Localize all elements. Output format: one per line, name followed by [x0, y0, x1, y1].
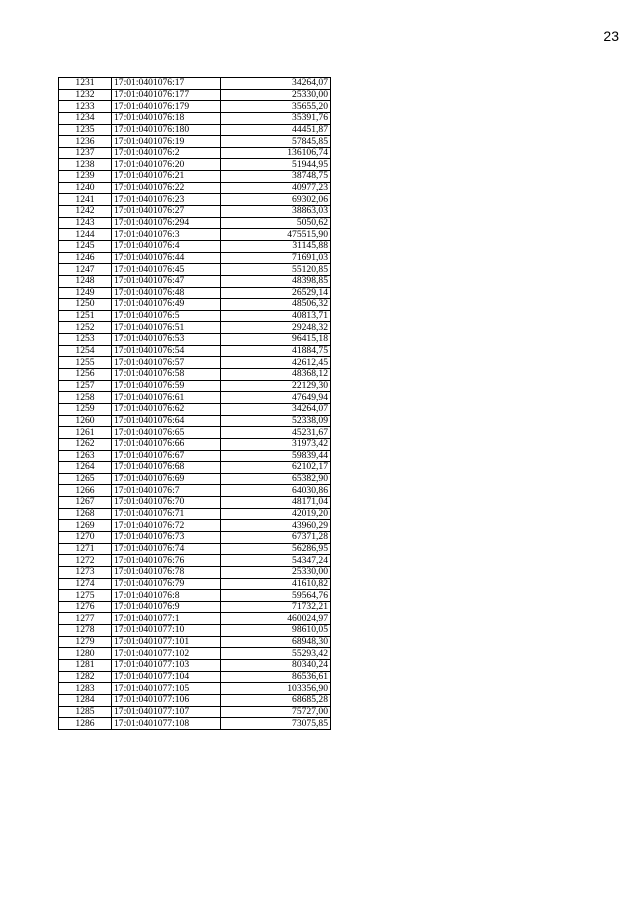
table-row [59, 613, 331, 625]
cadastral-number-cell: 17:01:0401076:48 [112, 287, 221, 299]
table-row [59, 543, 331, 555]
cadastral-value-cell: 55293,42 [221, 648, 331, 660]
cadastral-number-cell: 17:01:0401077:103 [112, 660, 221, 672]
cadastral-number-cell: 17:01:0401077:105 [112, 683, 221, 695]
cadastral-value-cell: 68948,30 [221, 636, 331, 648]
cadastral-value-cell: 40813,71 [221, 310, 331, 322]
row-number-cell: 1279 [59, 636, 112, 648]
cadastral-value-cell: 22129,30 [221, 380, 331, 392]
cadastral-number-cell: 17:01:0401076:62 [112, 403, 221, 415]
cadastral-number-cell: 17:01:0401076:8 [112, 590, 221, 602]
cadastral-number-cell: 17:01:0401076:21 [112, 171, 221, 183]
table-row [59, 264, 331, 276]
cadastral-value-cell: 54347,24 [221, 555, 331, 567]
cadastral-number-cell: 17:01:0401076:3 [112, 229, 221, 241]
cadastral-value-cell: 38863,03 [221, 206, 331, 218]
cadastral-value-cell: 67371,28 [221, 531, 331, 543]
row-number-cell: 1280 [59, 648, 112, 660]
row-number-cell: 1252 [59, 322, 112, 334]
cadastral-number-cell: 17:01:0401076:57 [112, 357, 221, 369]
cadastral-number-cell: 17:01:0401076:179 [112, 101, 221, 113]
table-row [59, 578, 331, 590]
row-number-cell: 1242 [59, 206, 112, 218]
cadastral-value-cell: 51944,95 [221, 159, 331, 171]
cadastral-number-cell: 17:01:0401076:70 [112, 497, 221, 509]
table-row [59, 648, 331, 660]
cadastral-value-cell: 71732,21 [221, 601, 331, 613]
row-number-cell: 1269 [59, 520, 112, 532]
row-number-cell: 1250 [59, 299, 112, 311]
cadastral-value-cell: 43960,29 [221, 520, 331, 532]
table-row [59, 112, 331, 124]
table-row [59, 531, 331, 543]
table-row [59, 462, 331, 474]
cadastral-value-cell: 5050,62 [221, 217, 331, 229]
table-row [59, 252, 331, 264]
cadastral-number-cell: 17:01:0401076:2 [112, 147, 221, 159]
table-row [59, 147, 331, 159]
table-body [59, 78, 331, 730]
table-row [59, 159, 331, 171]
cadastral-number-cell: 17:01:0401077:108 [112, 718, 221, 730]
table-row [59, 590, 331, 602]
page-number: 23 [603, 28, 619, 44]
cadastral-value-cell: 35655,20 [221, 101, 331, 113]
cadastral-value-cell: 35391,76 [221, 112, 331, 124]
row-number-cell: 1262 [59, 438, 112, 450]
cadastral-value-cell: 25330,00 [221, 566, 331, 578]
cadastral-number-cell: 17:01:0401077:107 [112, 706, 221, 718]
row-number-cell: 1247 [59, 264, 112, 276]
table-row [59, 194, 331, 206]
cadastral-value-cell: 59839,44 [221, 450, 331, 462]
cadastral-value-cell: 55120,85 [221, 264, 331, 276]
row-number-cell: 1249 [59, 287, 112, 299]
cadastral-value-cell: 47649,94 [221, 392, 331, 404]
row-number-cell: 1281 [59, 660, 112, 672]
cadastral-value-cell: 86536,61 [221, 671, 331, 683]
cadastral-number-cell: 17:01:0401076:49 [112, 299, 221, 311]
cadastral-number-cell: 17:01:0401076:44 [112, 252, 221, 264]
table-row [59, 438, 331, 450]
table-row [59, 369, 331, 381]
cadastral-number-cell: 17:01:0401076:68 [112, 462, 221, 474]
table-row [59, 287, 331, 299]
row-number-cell: 1275 [59, 590, 112, 602]
cadastral-number-cell: 17:01:0401076:66 [112, 438, 221, 450]
table-row [59, 89, 331, 101]
table-row [59, 601, 331, 613]
table-row [59, 450, 331, 462]
cadastral-value-cell: 48506,32 [221, 299, 331, 311]
cadastral-number-cell: 17:01:0401076:61 [112, 392, 221, 404]
cadastral-number-cell: 17:01:0401076:27 [112, 206, 221, 218]
cadastral-number-cell: 17:01:0401076:45 [112, 264, 221, 276]
cadastral-value-cell: 31973,42 [221, 438, 331, 450]
cadastral-number-cell: 17:01:0401077:1 [112, 613, 221, 625]
cadastral-value-cell: 44451,87 [221, 124, 331, 136]
cadastral-value-cell: 460024,97 [221, 613, 331, 625]
cadastral-number-cell: 17:01:0401076:51 [112, 322, 221, 334]
row-number-cell: 1243 [59, 217, 112, 229]
cadastral-value-cell: 42612,45 [221, 357, 331, 369]
table-row [59, 240, 331, 252]
cadastral-number-cell: 17:01:0401076:59 [112, 380, 221, 392]
cadastral-value-cell: 62102,17 [221, 462, 331, 474]
cadastral-number-cell: 17:01:0401076:20 [112, 159, 221, 171]
row-number-cell: 1245 [59, 240, 112, 252]
cadastral-value-cell: 475515,90 [221, 229, 331, 241]
row-number-cell: 1244 [59, 229, 112, 241]
cadastral-number-cell: 17:01:0401076:7 [112, 485, 221, 497]
cadastral-number-cell: 17:01:0401076:17 [112, 78, 221, 90]
table-row [59, 124, 331, 136]
cadastral-value-cell: 73075,85 [221, 718, 331, 730]
row-number-cell: 1237 [59, 147, 112, 159]
cadastral-number-cell: 17:01:0401076:73 [112, 531, 221, 543]
table-row [59, 497, 331, 509]
cadastral-value-cell: 38748,75 [221, 171, 331, 183]
row-number-cell: 1258 [59, 392, 112, 404]
row-number-cell: 1272 [59, 555, 112, 567]
row-number-cell: 1248 [59, 275, 112, 287]
cadastral-value-cell: 71691,03 [221, 252, 331, 264]
cadastral-number-cell: 17:01:0401076:71 [112, 508, 221, 520]
row-number-cell: 1263 [59, 450, 112, 462]
table-row [59, 625, 331, 637]
row-number-cell: 1239 [59, 171, 112, 183]
row-number-cell: 1253 [59, 334, 112, 346]
row-number-cell: 1254 [59, 345, 112, 357]
cadastral-number-cell: 17:01:0401076:58 [112, 369, 221, 381]
table-row [59, 403, 331, 415]
cadastral-value-cell: 136106,74 [221, 147, 331, 159]
table-row [59, 78, 331, 90]
cadastral-value-cell: 26529,14 [221, 287, 331, 299]
cadastral-number-cell: 17:01:0401076:4 [112, 240, 221, 252]
cadastral-value-cell: 41610,82 [221, 578, 331, 590]
cadastral-number-cell: 17:01:0401076:53 [112, 334, 221, 346]
cadastral-value-cell: 42019,20 [221, 508, 331, 520]
cadastral-value-cell: 103356,90 [221, 683, 331, 695]
cadastral-value-cell: 41884,75 [221, 345, 331, 357]
cadastral-number-cell: 17:01:0401077:102 [112, 648, 221, 660]
table-row [59, 473, 331, 485]
row-number-cell: 1261 [59, 427, 112, 439]
row-number-cell: 1246 [59, 252, 112, 264]
cadastral-value-cell: 48171,04 [221, 497, 331, 509]
table-row [59, 217, 331, 229]
row-number-cell: 1267 [59, 497, 112, 509]
table-row [59, 566, 331, 578]
cadastral-number-cell: 17:01:0401076:18 [112, 112, 221, 124]
table-row [59, 345, 331, 357]
table-row [59, 636, 331, 648]
cadastral-number-cell: 17:01:0401076:69 [112, 473, 221, 485]
row-number-cell: 1286 [59, 718, 112, 730]
table-row [59, 380, 331, 392]
row-number-cell: 1285 [59, 706, 112, 718]
cadastral-value-cell: 45231,67 [221, 427, 331, 439]
row-number-cell: 1257 [59, 380, 112, 392]
cadastral-value-cell: 25330,00 [221, 89, 331, 101]
cadastral-value-cell: 68685,28 [221, 694, 331, 706]
table-row [59, 206, 331, 218]
cadastral-number-cell: 17:01:0401077:101 [112, 636, 221, 648]
cadastral-value-cell: 75727,00 [221, 706, 331, 718]
cadastral-number-cell: 17:01:0401076:47 [112, 275, 221, 287]
row-number-cell: 1233 [59, 101, 112, 113]
table-row [59, 415, 331, 427]
row-number-cell: 1282 [59, 671, 112, 683]
cadastral-number-cell: 17:01:0401076:78 [112, 566, 221, 578]
row-number-cell: 1235 [59, 124, 112, 136]
row-number-cell: 1264 [59, 462, 112, 474]
row-number-cell: 1236 [59, 136, 112, 148]
cadastral-value-cell: 40977,23 [221, 182, 331, 194]
cadastral-value-cell: 34264,07 [221, 78, 331, 90]
table-row [59, 275, 331, 287]
row-number-cell: 1273 [59, 566, 112, 578]
cadastral-number-cell: 17:01:0401076:23 [112, 194, 221, 206]
row-number-cell: 1265 [59, 473, 112, 485]
row-number-cell: 1260 [59, 415, 112, 427]
cadastral-value-cell: 34264,07 [221, 403, 331, 415]
table-row [59, 694, 331, 706]
cadastral-value-cell: 98610,05 [221, 625, 331, 637]
row-number-cell: 1251 [59, 310, 112, 322]
row-number-cell: 1276 [59, 601, 112, 613]
table-row [59, 520, 331, 532]
cadastral-value-cell: 96415,18 [221, 334, 331, 346]
cadastral-number-cell: 17:01:0401076:180 [112, 124, 221, 136]
table-row [59, 182, 331, 194]
table-row [59, 555, 331, 567]
row-number-cell: 1234 [59, 112, 112, 124]
row-number-cell: 1283 [59, 683, 112, 695]
table-row [59, 334, 331, 346]
table-row [59, 671, 331, 683]
cadastral-value-cell: 69302,06 [221, 194, 331, 206]
row-number-cell: 1278 [59, 625, 112, 637]
table-row [59, 660, 331, 672]
cadastral-number-cell: 17:01:0401077:10 [112, 625, 221, 637]
table-row [59, 508, 331, 520]
table-row [59, 706, 331, 718]
cadastral-value-cell: 29248,32 [221, 322, 331, 334]
row-number-cell: 1266 [59, 485, 112, 497]
row-number-cell: 1255 [59, 357, 112, 369]
table-row [59, 310, 331, 322]
table-row [59, 101, 331, 113]
table-row [59, 427, 331, 439]
cadastral-number-cell: 17:01:0401076:54 [112, 345, 221, 357]
row-number-cell: 1271 [59, 543, 112, 555]
cadastral-value-table [58, 77, 331, 730]
cadastral-value-cell: 57845,85 [221, 136, 331, 148]
cadastral-value-cell: 64030,86 [221, 485, 331, 497]
cadastral-number-cell: 17:01:0401076:9 [112, 601, 221, 613]
row-number-cell: 1274 [59, 578, 112, 590]
table-row [59, 357, 331, 369]
cadastral-number-cell: 17:01:0401076:294 [112, 217, 221, 229]
cadastral-value-cell: 65382,90 [221, 473, 331, 485]
row-number-cell: 1270 [59, 531, 112, 543]
cadastral-number-cell: 17:01:0401076:177 [112, 89, 221, 101]
cadastral-value-cell: 48368,12 [221, 369, 331, 381]
cadastral-number-cell: 17:01:0401077:104 [112, 671, 221, 683]
table-row [59, 485, 331, 497]
row-number-cell: 1231 [59, 78, 112, 90]
cadastral-value-cell: 80340,24 [221, 660, 331, 672]
cadastral-value-cell: 59564,76 [221, 590, 331, 602]
cadastral-number-cell: 17:01:0401076:19 [112, 136, 221, 148]
cadastral-number-cell: 17:01:0401076:64 [112, 415, 221, 427]
row-number-cell: 1238 [59, 159, 112, 171]
cadastral-number-cell: 17:01:0401076:72 [112, 520, 221, 532]
cadastral-value-cell: 48398,85 [221, 275, 331, 287]
row-number-cell: 1256 [59, 369, 112, 381]
table-row [59, 392, 331, 404]
table-row [59, 683, 331, 695]
cadastral-number-cell: 17:01:0401076:76 [112, 555, 221, 567]
cadastral-number-cell: 17:01:0401076:74 [112, 543, 221, 555]
cadastral-number-cell: 17:01:0401076:67 [112, 450, 221, 462]
table-row [59, 322, 331, 334]
cadastral-value-cell: 31145,88 [221, 240, 331, 252]
row-number-cell: 1277 [59, 613, 112, 625]
row-number-cell: 1259 [59, 403, 112, 415]
cadastral-number-cell: 17:01:0401076:5 [112, 310, 221, 322]
table-row [59, 718, 331, 730]
table-row [59, 229, 331, 241]
row-number-cell: 1240 [59, 182, 112, 194]
cadastral-number-cell: 17:01:0401076:79 [112, 578, 221, 590]
table-row [59, 299, 331, 311]
cadastral-value-cell: 56286,95 [221, 543, 331, 555]
table-row [59, 171, 331, 183]
cadastral-value-cell: 52338,09 [221, 415, 331, 427]
cadastral-number-cell: 17:01:0401076:65 [112, 427, 221, 439]
row-number-cell: 1284 [59, 694, 112, 706]
cadastral-number-cell: 17:01:0401077:106 [112, 694, 221, 706]
row-number-cell: 1268 [59, 508, 112, 520]
cadastral-number-cell: 17:01:0401076:22 [112, 182, 221, 194]
row-number-cell: 1241 [59, 194, 112, 206]
table-row [59, 136, 331, 148]
row-number-cell: 1232 [59, 89, 112, 101]
